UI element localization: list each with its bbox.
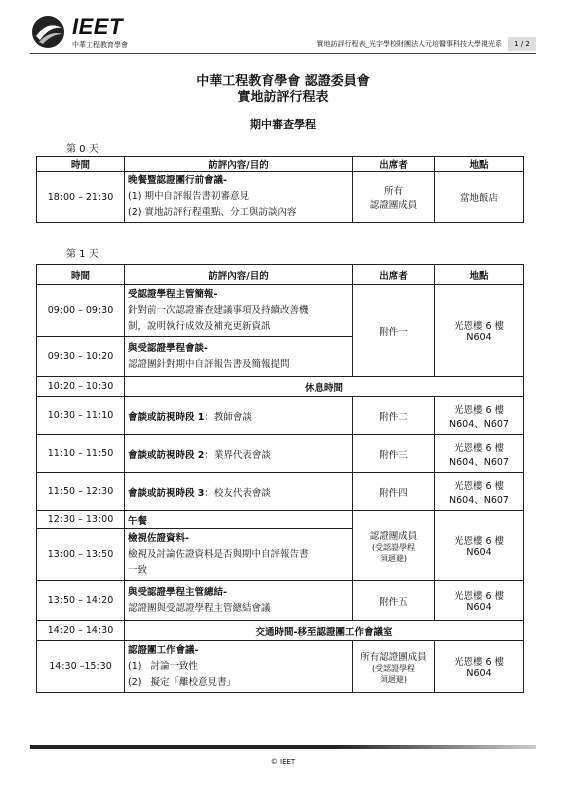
location-line: N604 (466, 602, 492, 613)
day1-table (36, 264, 524, 693)
agenda-line: ：教師會談 (204, 411, 252, 423)
agenda-title: 會談或訪視時段 2 (128, 449, 205, 461)
time-cell: 13:50 – 14:20 (37, 581, 125, 621)
location-line: 光恩樓 6 樓 (453, 480, 505, 492)
agenda-title: 與受認證學程會談- (128, 342, 208, 354)
location-line: N604、N607 (449, 494, 509, 506)
agenda-line: (2) 擬定「離校意見書」 (128, 676, 237, 688)
table-header-row (37, 157, 524, 172)
location-line: N604、N607 (449, 456, 509, 468)
agenda-line: (1) 討論一致性 (128, 660, 199, 672)
attendees-cell: 附件四 (353, 473, 435, 511)
agenda-title: 與受認證學程主管總結- (128, 586, 227, 598)
col-header-content: 訪評內容/目的 (125, 265, 353, 285)
table-row (37, 581, 524, 621)
page-title: 中華工程教育學會 認證委員會 (196, 74, 370, 89)
logo-subtitle: 中華工程教育學會 (72, 41, 128, 49)
page-title-line2: 實地訪評行程表 (237, 90, 329, 105)
footer-bar (30, 745, 536, 749)
time-cell: 11:50 – 12:30 (37, 473, 125, 511)
location-line: 光恩樓 6 樓 (453, 591, 505, 602)
time-cell: 09:00 – 09:30 (37, 285, 125, 337)
agenda-cell (125, 435, 353, 473)
agenda-line: 針對前一次認證審查建議事項及持續改善機 (128, 304, 309, 316)
col-header-time: 時間 (37, 265, 125, 285)
table-row (37, 397, 524, 435)
agenda-line: 檢視及討論佐證資料是否與期中自評報告書 (128, 548, 309, 560)
col-header-content: 訪評內容/目的 (125, 157, 353, 172)
agenda-cell (125, 397, 353, 435)
footer-copyright: © IEET (270, 758, 296, 766)
break-cell: 休息時間 (125, 377, 524, 397)
location-cell (435, 435, 524, 473)
col-header-location: 地點 (435, 265, 524, 285)
agenda-line: (1) 期中自評報告書初審意見 (128, 191, 249, 202)
time-cell: 14:20 – 14:30 (37, 621, 125, 641)
agenda-line: 一致 (128, 564, 148, 576)
col-header-time: 時間 (37, 157, 125, 172)
attendees-line: 認證團成員 (369, 530, 418, 542)
location-cell: 當地飯店 (435, 172, 524, 223)
attendees-line: 須迴避) (379, 674, 408, 684)
agenda-cell (125, 581, 353, 621)
location-cell (435, 285, 524, 377)
agenda-line: (2) 實地訪評行程重點、分工與訪談內容 (128, 207, 297, 218)
table-row (37, 377, 524, 397)
table-header-row (37, 265, 524, 285)
table-row (37, 172, 524, 223)
agenda-line: 制，說明執行成效及補充更新資訊 (128, 320, 271, 332)
table-row (37, 435, 524, 473)
page-subtitle: 期中審查學程 (250, 118, 316, 131)
transit-cell: 交通時間-移至認證團工作會議室 (125, 621, 524, 641)
agenda-line: 認證團針對期中自評報告書及簡報提問 (128, 358, 290, 370)
attendees-cell (353, 641, 435, 693)
document-header-title: 實地訪評行程表_光宇學校財團法人元培醫事科技大學視光系 (316, 40, 502, 48)
agenda-title: 受認證學程主管簡報- (128, 288, 218, 300)
agenda-title: 晚餐暨認證團行前會議- (128, 175, 227, 186)
attendees-cell: 附件五 (353, 581, 435, 621)
time-cell: 10:30 – 11:10 (37, 397, 125, 435)
agenda-cell (125, 511, 353, 529)
table-row (37, 473, 524, 511)
location-line: N604 (466, 668, 492, 679)
location-line: N604 (466, 547, 492, 558)
col-header-location: 地點 (435, 157, 524, 172)
day0-label: 第 0 天 (66, 144, 99, 155)
agenda-line: ：校友代表會談 (204, 487, 271, 499)
ieet-logo-icon (30, 14, 66, 50)
attendees-line: (受認證學程 (371, 542, 416, 552)
attendees-line: 所有認證團成員 (360, 651, 427, 663)
attendees-cell: 附件二 (353, 397, 435, 435)
attendees-cell (353, 511, 435, 581)
agenda-title: 檢視佐證資料- (128, 532, 189, 544)
location-cell (435, 511, 524, 581)
agenda-title: 會談或訪視時段 3 (128, 487, 205, 499)
location-line: 光恩樓 6 樓 (453, 442, 505, 454)
table-row (37, 621, 524, 641)
attendees-cell: 附件一 (353, 285, 435, 377)
logo-text: IEET (72, 14, 123, 39)
table-row (37, 641, 524, 693)
table-row (37, 285, 524, 337)
time-cell: 12:30 – 13:00 (37, 511, 125, 529)
day1-label: 第 1 天 (66, 249, 99, 260)
agenda-cell (125, 641, 353, 693)
time-cell: 14:30 –15:30 (37, 641, 125, 693)
agenda-title: 午餐 (128, 515, 148, 527)
table-row (37, 511, 524, 529)
page-header (30, 14, 536, 52)
page-number: 1 / 2 (508, 37, 536, 51)
time-cell: 11:10 – 11:50 (37, 435, 125, 473)
day0-table (36, 156, 524, 223)
attendees-cell (353, 172, 435, 223)
time-cell: 09:30 – 10:20 (37, 337, 125, 377)
attendees-line: 所有 (383, 186, 403, 197)
agenda-line: ：業界代表會談 (204, 449, 271, 461)
location-cell (435, 397, 524, 435)
time-cell: 10:20 – 10:30 (37, 377, 125, 397)
agenda-cell (125, 473, 353, 511)
location-line: 光恩樓 6 樓 (453, 321, 505, 332)
header-divider (30, 53, 536, 54)
location-line: 光恩樓 6 樓 (453, 536, 505, 547)
agenda-cell (125, 337, 353, 377)
agenda-cell (125, 529, 353, 581)
time-cell: 18:00 – 21:30 (37, 172, 125, 223)
attendees-line: (受認證學程 (371, 663, 416, 673)
agenda-cell (125, 285, 353, 337)
location-cell (435, 581, 524, 621)
attendees-line: 認證團成員 (369, 200, 418, 211)
agenda-line: 認證團與受認證學程主管總結會議 (128, 602, 271, 614)
agenda-title: 會談或訪視時段 1 (128, 411, 205, 423)
col-header-attendees: 出席者 (353, 157, 435, 172)
attendees-cell: 附件三 (353, 435, 435, 473)
agenda-title: 認證團工作會議- (128, 644, 199, 656)
location-line: N604、N607 (449, 418, 509, 430)
location-line: N604 (466, 332, 492, 343)
location-cell (435, 473, 524, 511)
col-header-attendees: 出席者 (353, 265, 435, 285)
attendees-line: 須迴避) (379, 553, 408, 563)
time-cell: 13:00 – 13:50 (37, 529, 125, 581)
location-line: 光恩樓 6 樓 (453, 657, 505, 668)
agenda-cell (125, 172, 353, 223)
location-line: 光恩樓 6 樓 (453, 404, 505, 416)
location-cell (435, 641, 524, 693)
